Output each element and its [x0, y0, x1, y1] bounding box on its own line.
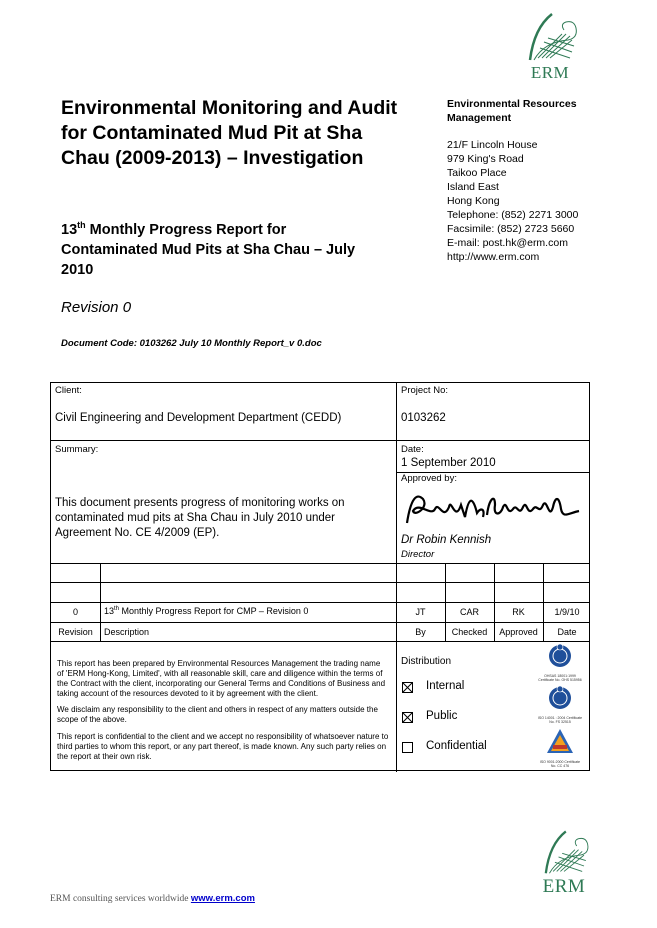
confidential-label: Confidential	[426, 740, 487, 752]
col-header-date: Date	[557, 627, 577, 637]
approver-name: Dr Robin Kennish	[401, 534, 492, 546]
summary-label: Summary:	[55, 444, 99, 455]
table-row	[51, 602, 589, 603]
organization-name: Environmental Resources Management	[447, 98, 577, 124]
approved-by-label: Approved by:	[401, 473, 457, 484]
disclaimer-paragraph: This report has been prepared by Environmental Resources Management the trading name of 'ERM Hong-Kong, Limited', with all reasonable skill, care and diligence within the terms of the Contract with the client, incorporating our General Terms and Conditions of Business and taking account of the resources devoted to it by agreement with the client.	[57, 659, 386, 698]
table-row	[51, 563, 589, 564]
table-divider	[396, 641, 397, 772]
iso14001-cert-badge	[537, 685, 583, 724]
col-header-approved: Approved	[499, 627, 538, 637]
rev-checked: CAR	[459, 607, 479, 617]
address-line: Taikoo Place	[447, 167, 507, 179]
rev-desc-text: Monthly Progress Report for CMP – Revision 0	[119, 606, 309, 616]
address-block	[447, 97, 627, 264]
ohsas-cert-icon	[545, 643, 575, 669]
internal-checkbox[interactable]	[402, 682, 413, 693]
footer	[50, 893, 255, 904]
email: E-mail: post.hk@erm.com	[447, 237, 568, 249]
rev-date: 1/9/10	[554, 607, 580, 617]
subtitle-ordinal-number: 13	[61, 221, 78, 238]
rev-number: 0	[72, 607, 78, 617]
col-header-checked: Checked	[451, 627, 488, 637]
date-label: Date:	[401, 444, 424, 455]
distribution-label: Distribution	[401, 656, 452, 667]
grid-line	[100, 563, 101, 641]
summary-text: This document presents progress of monitoring works on contaminated mud pits at Sha Chau in July 2010 under Agreement No. CE 4/2009 (EP).	[55, 497, 345, 539]
table-row	[51, 622, 589, 623]
footer-link[interactable]: www.erm.com	[190, 893, 255, 904]
footer-text: ERM consulting services worldwide	[50, 894, 191, 904]
erm-logo-text: ERM	[542, 876, 586, 897]
telephone: Telephone: (852) 2271 3000	[447, 209, 579, 221]
address-line: 979 King's Road	[447, 153, 524, 165]
table-row	[51, 440, 589, 441]
website: http://www.erm.com	[447, 251, 540, 263]
iso14001-cert-caption: ISO 14001 : 2004 Certificate No. FS 32515	[537, 716, 583, 724]
internal-label: Internal	[426, 680, 465, 692]
table-row	[51, 582, 589, 583]
table-divider	[396, 383, 397, 563]
table-row	[51, 641, 589, 642]
approver-title: Director	[401, 549, 435, 560]
facsimile: Facsimile: (852) 2723 5660	[447, 223, 575, 235]
date-value: 1 September 2010	[401, 457, 496, 469]
document-subtitle	[61, 215, 361, 280]
iso9001-cert-badge	[537, 727, 583, 768]
subtitle-ordinal-suffix: th	[77, 220, 86, 230]
rev-desc-sup: th	[114, 606, 120, 612]
col-header-description: Description	[104, 627, 150, 637]
rev-by: JT	[415, 607, 426, 617]
erm-logo-top	[520, 8, 580, 83]
col-header-by: By	[415, 627, 426, 637]
iso9001-cert-caption: ISO 9001:2000 Certificate No. CC 476	[539, 760, 581, 768]
document-code: Document Code: 0103262 July 10 Monthly Report_v 0.doc	[61, 338, 322, 349]
document-control-table	[50, 382, 590, 771]
public-label: Public	[426, 710, 458, 722]
rev-approved: RK	[512, 607, 525, 617]
address-line: 21/F Lincoln House	[447, 139, 538, 151]
ohsas-cert-badge	[537, 643, 583, 682]
revision-label: Revision 0	[61, 299, 132, 316]
iso9001-cert-icon	[545, 727, 575, 755]
confidential-checkbox[interactable]	[402, 742, 413, 753]
erm-globe-icon	[520, 8, 580, 63]
document-title: Environmental Monitoring and Audit for Contaminated Mud Pit at Sha Chau (2009-2013) – Investigation	[61, 97, 398, 169]
project-value: 0103262	[401, 412, 446, 424]
erm-logo-bottom	[534, 826, 594, 898]
erm-logo-text: ERM	[530, 63, 570, 82]
address-line: Island East	[447, 181, 499, 193]
client-label: Client:	[55, 385, 82, 396]
project-label: Project No:	[401, 385, 448, 396]
public-checkbox[interactable]	[402, 712, 413, 723]
erm-globe-icon	[534, 826, 594, 876]
certifications	[537, 643, 583, 771]
ohsas-cert-caption: OHSAS 18001:1999 Certificate No. OHS 515956	[538, 674, 582, 682]
rev-desc-number: 13	[104, 606, 115, 616]
iso14001-cert-icon	[545, 685, 575, 711]
subtitle-text: Monthly Progress Report for Contaminated Mud Pits at Sha Chau – July 2010	[61, 221, 356, 278]
disclaimer-paragraph: We disclaim any responsibility to the client and others in respect of any matters outside the scope of the above.	[57, 705, 378, 724]
address-line: Hong Kong	[447, 195, 500, 207]
client-value: Civil Engineering and Development Department (CEDD)	[55, 412, 342, 424]
rev-description	[104, 606, 308, 616]
col-header-revision: Revision	[58, 627, 93, 637]
signature-image	[403, 487, 583, 529]
disclaimer-paragraph: This report is confidential to the client and we accept no responsibility of whatsoever nature to third parties to whom this report, or any part thereof, is made known. Any such party relies on the report at their own risk.	[57, 732, 389, 761]
